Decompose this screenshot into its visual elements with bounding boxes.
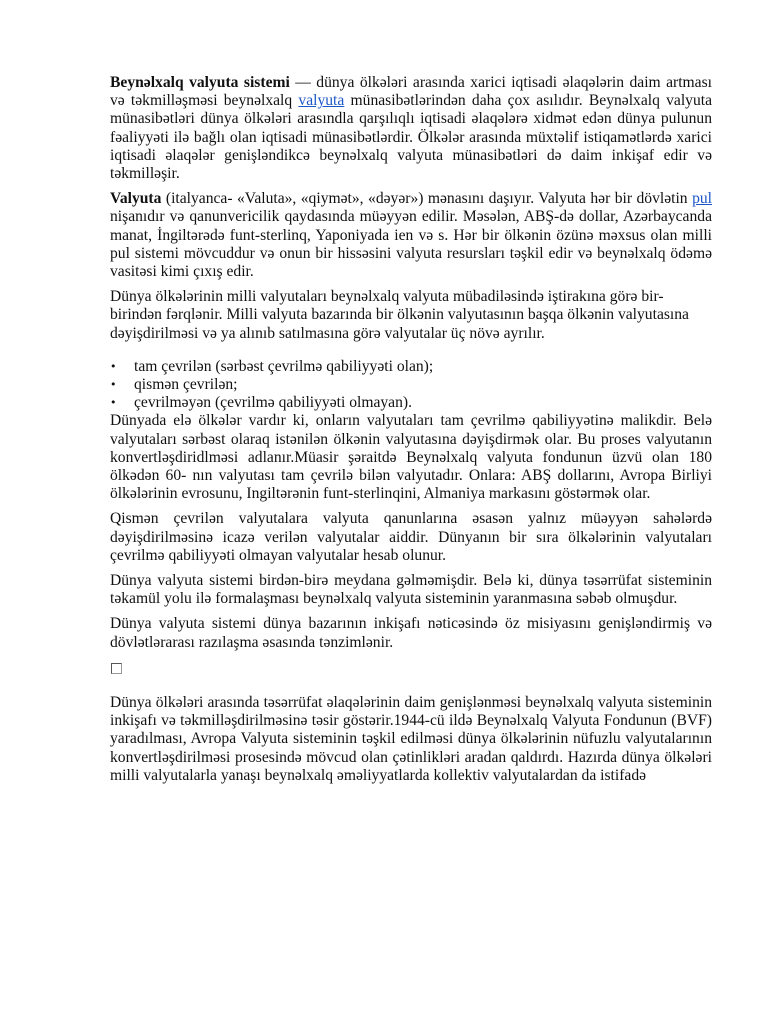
list-item-text: çevrilməyən (çevrilmə qabiliyyəti olmayan). xyxy=(134,394,412,412)
link-pul[interactable]: pul xyxy=(692,190,712,208)
paragraph-economic-relations: Dünya ölkələri arasında təsərrüfat əlaqələrinin daim genişlənməsi beynəlxalq valyuta sisteminin inkişafı və təkmilləşdirilməsinə təsir göstərir.1944-cü ildə Beynəlxalq Valyuta Fondunun (BVF) yaradılması, Avropa Valyuta sisteminin təşkil edilməsi dünya ölkələrinin nüfuzlu valyutalarının konvertləşdirilməsi prosesində mövcud olan çətinlikləri aradan qaldırdı. Hazırda dünya ölkələri milli valyutalarla yanaşı beynəlxalq əməliyyatlarda kollektiv valyutalardan da istifadə xyxy=(110,693,712,784)
paragraph-intro-text-b: münasibətlərindən daha çox asılıdır. Beynəlxalq valyuta münasibətləri dünya ölkələri arasındla qarşılıqlı iqtisadi əlaqələrə xidmət edən dünya pulunun fəaliyyəti ilə bağlı olan iqtisadi münasibətlərdir. Ölkələr arasında müxtəlif istiqamətlərdə xarici iqtisadi əlaqələr genişləndikcə beynəlxalq valyuta münasibətləri də daim inkişaf edir və təkmilləşir. xyxy=(110,92,712,183)
placeholder-image-icon xyxy=(111,663,122,674)
currency-types-list xyxy=(110,358,712,413)
bullet-icon: • xyxy=(110,359,117,373)
list-item xyxy=(110,358,712,376)
paragraph-currency-types: Dünya ölkələrinin milli valyutaları beynəlxalq valyuta mübadiləsində iştirakına görə bir-birindən fərqlənir. Milli valyuta bazarında bir ölkənin valyutasının başqa ölkənin valyutasına dəyişdirilməsi və ya alınıb satılmasına görə valyutalar üç növə ayrılır. xyxy=(110,288,689,342)
paragraph-intro-text-a: — dünya ölkələri arasında xarici iqtisadi əlaqələrin daim artması və təkmilləşməsi beynəlxalq xyxy=(110,74,712,110)
document-page xyxy=(110,74,712,792)
paragraph-valyuta-text-b: nişanıdır və qanunvericilik qaydasında müəyyən edilir. Məsələn, ABŞ-də dollar, Azərbaycanda manat, İngiltərədə funt-sterlinq, Yaponiyada ien və s. Hər bir ölkənin özünə məxsus olan milli pul sistemi mövcuddur və onun bir hissəsini valyuta resursları təşkil edir və beynəlxalq ödəmə vasitəsi kimi çıxış edir. xyxy=(110,208,712,281)
paragraph-system-regulation: Dünya valyuta sistemi dünya bazarının inkişafı nəticəsində öz misiyasını genişləndirmiş və dövlətlərarası razılaşma əsasında tənzimlənir. xyxy=(110,615,712,651)
list-item-text: qismən çevrilən; xyxy=(134,376,238,394)
list-item xyxy=(110,376,712,394)
list-item-text: tam çevrilən (sərbəst çevrilmə qabiliyyəti olan); xyxy=(134,357,434,375)
term-international-currency-system: Beynəlxalq valyuta sistemi xyxy=(110,74,290,91)
paragraph-convertible: Dünyada elə ölkələr vardır ki, onların valyutaları tam çevrilmə qabiliyyətinə malikdir. Belə valyutaları sərbəst olaraq istənilən ölkənin valyutasına dəyişdirmək olar. Bu proses valyutanın konvertləşdiridlməsi adlanır.Müasir şəraitdə Beynəlxalq valyuta fondunun üzvü olan 180 ölkədən 60- nın valyutası tam çevrilə bilən valyutadır. Onlara: ABŞ dollarını, Avropa Birliyi ölkələrinin evrosunu, Ingiltərənin funt-sterlinqini, Almaniya markasını göstərmək olar. xyxy=(110,412,712,503)
paragraph-system-origin: Dünya valyuta sistemi birdən-birə meydana gəlməmişdir. Belə ki, dünya təsərrüfat sisteminin təkamül yolu ilə formalaşması beynəlxalq valyuta sisteminin yaranmasına səbəb olmuşdur. xyxy=(110,572,712,608)
paragraph-valyuta-definition xyxy=(110,190,712,281)
paragraph-valyuta-text-a: (italyanca- «Valuta», «qiymət», «dəyər») mənasını daşıyır. Valyuta hər bir dövlətin xyxy=(161,190,693,208)
list-item xyxy=(110,394,712,412)
term-valyuta: Valyuta xyxy=(110,190,162,208)
paragraph-partially-convertible: Qismən çevrilən valyutalara valyuta qanunlarına əsasən yalnız müəyyən sahələrdə dəyişdirilməsinə icazə verilən valyutalar aiddir. Dünyanın bir sıra ölkələrinin valyutaları çevrilmə qabiliyyəti olmayan valyutalar hesab olunur. xyxy=(110,510,712,564)
link-valyuta[interactable]: valyuta xyxy=(298,92,345,110)
bullet-icon: • xyxy=(110,378,117,392)
paragraph-intro xyxy=(110,74,712,183)
bullet-icon: • xyxy=(110,396,117,410)
